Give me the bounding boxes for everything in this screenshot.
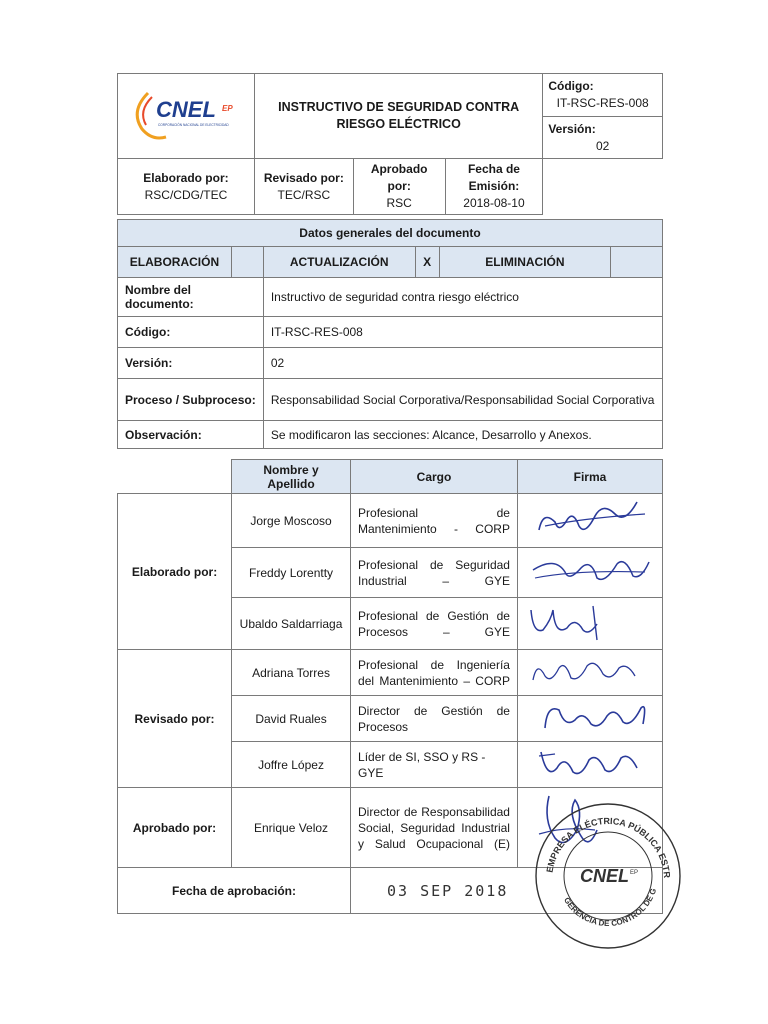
- col-nombre-header: Nombre y Apellido: [232, 460, 351, 494]
- codigo-row-value: IT-RSC-RES-008: [263, 317, 662, 348]
- fecha-aprobacion-value: 03 SEP 2018: [351, 868, 663, 914]
- seal-top-text: EMPRESA ELÉCTRICA PÚBLICA ESTR: [544, 815, 673, 879]
- seal-center-suffix: EP: [630, 870, 639, 876]
- person-cargo: Profesional de Ingeniería del Mantenimiento – CORP: [351, 650, 518, 696]
- fecha-emision-value: 2018-08-10: [463, 196, 525, 210]
- person-name: David Ruales: [232, 696, 351, 742]
- observacion-value: Se modificaron las secciones: Alcance, Desarrollo y Anexos.: [263, 421, 662, 449]
- elaboracion-mark: [231, 247, 263, 278]
- person-cargo: Profesional de Mantenimiento - CORP: [351, 494, 518, 548]
- signature-moscoso: [525, 496, 655, 542]
- seal-center-text: CNEL: [580, 866, 629, 886]
- fecha-emision-label: Fecha de Emisión:: [467, 162, 520, 193]
- nombre-documento-value: Instructivo de seguridad contra riesgo eléctrico: [263, 278, 662, 317]
- revisado-value: TEC/RSC: [277, 187, 331, 202]
- actualizacion-mark: X: [415, 247, 439, 278]
- logo-wordmark: CNEL: [155, 97, 216, 122]
- document-title: INSTRUCTIVO DE SEGURIDAD CONTRA RIESGO ELÉCTRICO: [254, 74, 542, 159]
- person-name: Adriana Torres: [232, 650, 351, 696]
- datos-generales-table: [117, 219, 663, 449]
- actualizacion-label: ACTUALIZACIÓN: [263, 247, 415, 278]
- seal-bottom-text: GERENCIA DE CONTROL DE G: [562, 887, 659, 929]
- company-logo: [123, 81, 249, 151]
- signature-cell: [517, 742, 662, 788]
- fecha-aprobacion-label: Fecha de aprobación:: [118, 868, 351, 914]
- codigo-label: Código:: [548, 79, 594, 93]
- observacion-label: Observación:: [118, 421, 264, 449]
- logo-cell: [118, 74, 255, 159]
- signature-lorentty: [525, 550, 655, 592]
- version-label: Versión:: [548, 121, 596, 136]
- elaboracion-label: ELABORACIÓN: [118, 247, 232, 278]
- signature-saldarriaga: [525, 600, 655, 644]
- logo-suffix: EP: [221, 104, 233, 113]
- person-name: Joffre López: [232, 742, 351, 788]
- signature-cell: [517, 650, 662, 696]
- proceso-value: Responsabilidad Social Corporativa/Responsabilidad Social Corporativa: [263, 379, 662, 421]
- person-cargo: Profesional de Seguridad Industrial – GYE: [351, 548, 518, 598]
- signature-ruales: [525, 698, 655, 736]
- person-name: Enrique Veloz: [232, 788, 351, 868]
- version-row-value: 02: [263, 348, 662, 379]
- logo-subtext: CORPORACIÓN NACIONAL DE ELECTRICIDAD: [157, 123, 229, 127]
- signature-cell: [517, 696, 662, 742]
- col-firma-header: Firma: [517, 460, 662, 494]
- nombre-documento-label: Nombre del documento:: [118, 278, 264, 317]
- person-cargo: Director de Gestión de Procesos: [351, 696, 518, 742]
- revisado-label: Revisado por:: [263, 170, 344, 185]
- elaborado-label: Elaborado por:: [143, 170, 229, 185]
- signature-cell: [517, 598, 662, 650]
- signature-cell: [517, 494, 662, 548]
- aprobado-label: Aprobado por:: [370, 162, 428, 193]
- signature-cell: [517, 548, 662, 598]
- datos-title: Datos generales del documento: [118, 220, 663, 247]
- version-value: 02: [595, 138, 610, 153]
- person-name: Jorge Moscoso: [232, 494, 351, 548]
- person-name: Ubaldo Saldarriaga: [232, 598, 351, 650]
- person-cargo: Director de Responsabilidad Social, Seguridad Industrial y Salud Ocupacional (E): [351, 788, 518, 868]
- proceso-label: Proceso / Subproceso:: [118, 379, 264, 421]
- eliminacion-mark: [611, 247, 663, 278]
- codigo-value: IT-RSC-RES-008: [556, 96, 649, 110]
- revisado-group-label: Revisado por:: [118, 650, 232, 788]
- version-row-label: Versión:: [118, 348, 264, 379]
- person-name: Freddy Lorentty: [232, 548, 351, 598]
- company-seal: [532, 800, 684, 952]
- elaborado-value: RSC/CDG/TEC: [144, 187, 228, 202]
- aprobado-group-label: Aprobado por:: [118, 788, 232, 868]
- col-cargo-header: Cargo: [351, 460, 518, 494]
- signature-lopez: [525, 744, 655, 782]
- codigo-row-label: Código:: [118, 317, 264, 348]
- eliminacion-label: ELIMINACIÓN: [439, 247, 611, 278]
- elaborado-group-label: Elaborado por:: [118, 494, 232, 650]
- document-header: [117, 73, 663, 215]
- aprobado-value: RSC: [386, 196, 412, 210]
- person-cargo: Profesional de Gestión de Procesos – GYE: [351, 598, 518, 650]
- person-cargo: Líder de SI, SSO y RS - GYE: [351, 742, 518, 788]
- signature-torres: [525, 652, 655, 690]
